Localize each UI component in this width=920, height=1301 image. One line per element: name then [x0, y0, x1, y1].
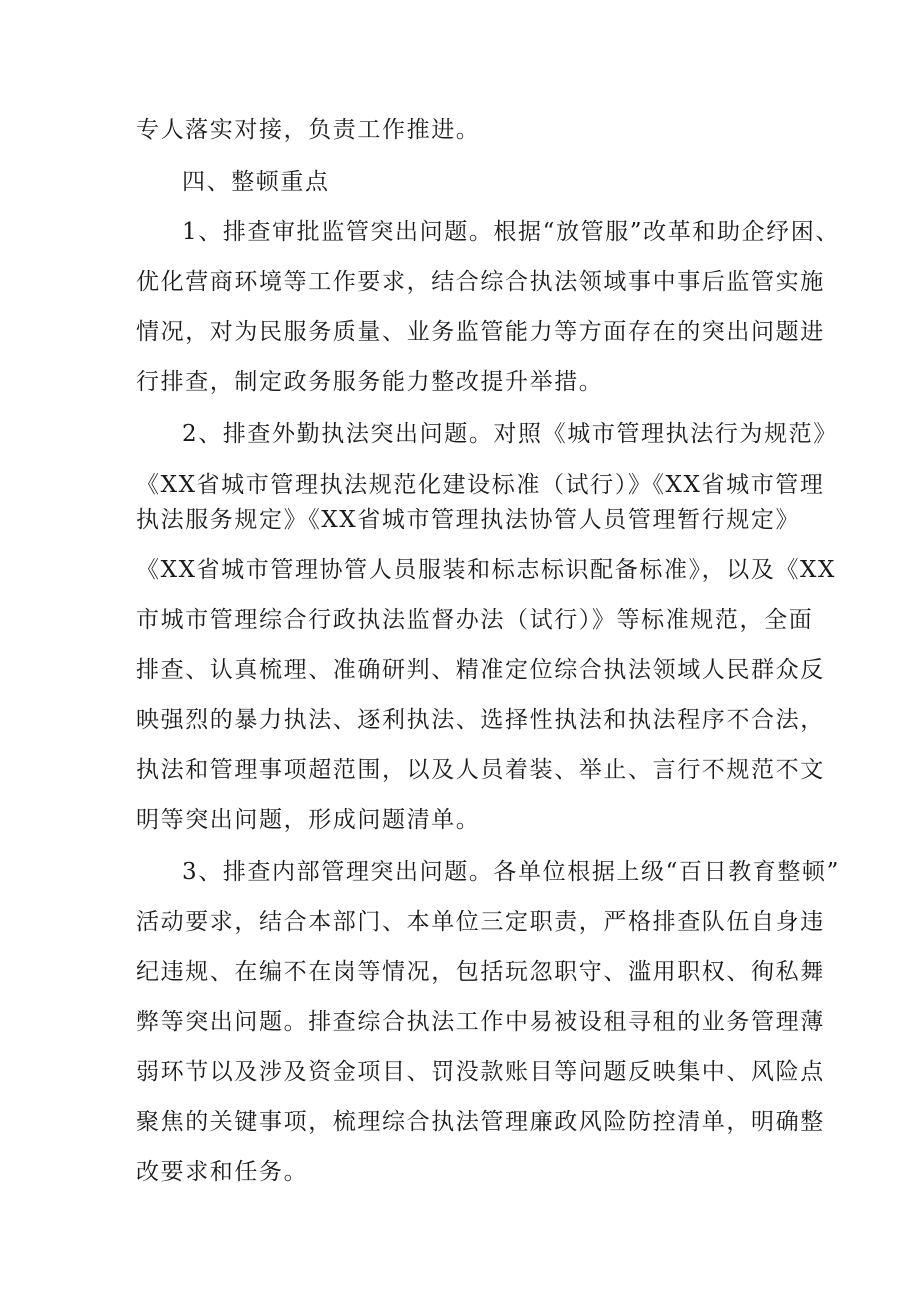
text-line: 1、排查审批监管突出问题。根据“放管服”改革和助企纾困、: [182, 219, 840, 245]
text-line: 《XX省城市管理协管人员服装和标志标识配备标准》，以及《XX: [136, 557, 836, 583]
text-line: 《XX省城市管理执法规范化建设标准（试行）》《XX省城市管理: [136, 472, 825, 498]
section-heading: 四、整顿重点: [182, 169, 330, 195]
text-line: 明等突出问题，形成问题清单。: [136, 807, 481, 833]
text-line: 优化营商环境等工作要求，结合综合执法领域事中事后监管实施: [136, 269, 825, 295]
text-line: 映强烈的暴力执法、逐利执法、选择性执法和执法程序不合法，: [136, 707, 825, 733]
text-line: 改要求和任务。: [136, 1159, 309, 1185]
text-line: 执法和管理事项超范围，以及人员着装、举止、言行不规范不文: [136, 757, 825, 783]
text-line: 2、排查外勤执法突出问题。对照《城市管理执法行为规范》: [182, 421, 838, 447]
text-line: 市城市管理综合行政执法监督办法（试行）》等标准规范，全面: [136, 607, 814, 633]
text-line: 弱环节以及涉及资金项目、罚没款账目等问题反映集中、风险点: [136, 1059, 825, 1085]
text-line: 纪违规、在编不在岗等情况，包括玩忽职守、滥用职权、徇私舞: [136, 959, 825, 985]
text-line: 执法服务规定》《XX省城市管理执法协管人员管理暂行规定》: [136, 507, 801, 533]
text-line: 情况，对为民服务质量、业务监管能力等方面存在的突出问题进: [136, 319, 825, 345]
text-line: 3、排查内部管理突出问题。各单位根据上级“百日教育整顿”: [182, 859, 840, 885]
text-line: 排查、认真梳理、准确研判、精准定位综合执法领域人民群众反: [136, 657, 825, 683]
text-line: 行排查，制定政务服务能力整改提升举措。: [136, 369, 604, 395]
text-line: 聚焦的关键事项，梳理综合执法管理廉政风险防控清单，明确整: [136, 1109, 825, 1135]
text-line: 活动要求，结合本部门、本单位三定职责，严格排查队伍自身违: [136, 909, 825, 935]
text-line: 专人落实对接，负责工作推进。: [136, 117, 481, 143]
text-line: 弊等突出问题。排查综合执法工作中易被设租寻租的业务管理薄: [136, 1009, 825, 1035]
